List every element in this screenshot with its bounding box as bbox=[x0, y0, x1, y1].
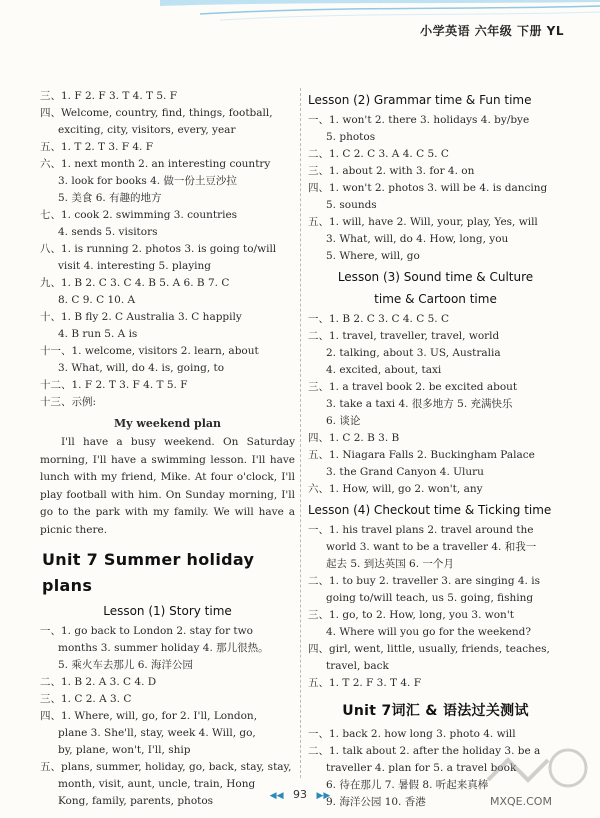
left-column bbox=[40, 88, 295, 810]
answer-line-continued: by, plane, won't, I'll, ship bbox=[58, 744, 191, 756]
answer-line: 四、girl, went, little, usually, friends, teaches, bbox=[308, 643, 550, 655]
answer-line-continued: 5. Where, will, go bbox=[326, 250, 420, 262]
lesson-heading: Lesson (4) Checkout time & Ticking time bbox=[308, 503, 552, 517]
answer-line: 一、1. B 2. C 3. C 4. C 5. C bbox=[308, 313, 449, 325]
answer-line: 三、1. about 2. with 3. for 4. on bbox=[308, 165, 475, 177]
essay-paragraph: I'll have a busy weekend. On Saturday morning, I'll have a swimming lesson. I'll have lunch with my friend, Mike. At four o'clock, I'll play football with him. On Sunday morning, I'll go to the park with my family. We will have a picnic there. bbox=[40, 436, 295, 536]
answer-line: 五、plans, summer, holiday, go, back, stay, stay, bbox=[40, 761, 292, 773]
answer-line: 七、1. cook 2. swimming 3. countries bbox=[40, 209, 238, 221]
answer-line-continued: 4. excited, about, taxi bbox=[326, 364, 442, 376]
answer-line-continued: going to/will teach, us 5. going, fishing bbox=[326, 592, 534, 604]
book-title: 小学英语 六年级 下册 YL bbox=[420, 24, 564, 38]
answer-line: 六、1. How, will, go 2. won't, any bbox=[308, 483, 483, 495]
answer-line-continued: 5. sounds bbox=[326, 199, 377, 211]
watermark-text: MXQE.COM bbox=[490, 795, 552, 808]
answer-line: 一、1. his travel plans 2. travel around the bbox=[308, 524, 534, 536]
answer-line: 四、1. C 2. B 3. B bbox=[308, 432, 400, 444]
answer-line: 二、1. travel, traveller, travel, world bbox=[308, 330, 500, 342]
answer-line: 十一、1. welcome, visitors 2. learn, about bbox=[40, 345, 259, 357]
answer-line-continued: 5. 乘火车去那儿 6. 海洋公园 bbox=[58, 659, 194, 671]
answer-line: 二、1. to buy 2. traveller 3. are singing 4. is bbox=[308, 575, 540, 587]
right-column bbox=[308, 88, 563, 811]
answer-line-continued: 5. photos bbox=[326, 131, 376, 143]
answer-line-continued: 4. Where will you go for the weekend? bbox=[326, 626, 532, 638]
answer-line-continued: 9. 海洋公园 10. 香港 bbox=[326, 796, 426, 808]
answer-line: 十、1. B fly 2. C Australia 3. C happily bbox=[40, 311, 242, 323]
answer-line-continued: months 3. summer holiday 4. 那儿很热。 bbox=[58, 642, 269, 654]
unit-test-title: Unit 7词汇 & 语法过关测试 bbox=[342, 703, 529, 719]
answer-line: 十二、1. F 2. T 3. F 4. T 5. F bbox=[40, 379, 188, 391]
answer-line-continued: traveller 4. plan for 5. a travel book bbox=[326, 762, 517, 774]
answer-line-continued: 起去 5. 到达英国 6. 一个月 bbox=[326, 558, 454, 570]
answer-line-continued: month, visit, aunt, uncle, train, Hong bbox=[58, 778, 256, 790]
page-number: 93 bbox=[293, 788, 307, 801]
lesson-heading: Lesson (2) Grammar time & Fun time bbox=[308, 93, 532, 107]
answer-line-continued: 8. C 9. C 10. A bbox=[58, 294, 136, 306]
answer-line-continued: Kong, family, parents, photos bbox=[58, 795, 214, 807]
answer-line: 五、1. T 2. F 3. T 4. F bbox=[308, 677, 422, 689]
answer-line: 二、1. B 2. A 3. C 4. D bbox=[40, 676, 157, 688]
answer-line: 四、1. Where, will, go, for 2. I'll, London, bbox=[40, 710, 258, 722]
answer-line-continued: 4. sends 5. visitors bbox=[58, 226, 158, 238]
answer-line-continued: 3. look for books 4. 做一份土豆沙拉 bbox=[58, 175, 237, 187]
essay-title: My weekend plan bbox=[114, 417, 221, 430]
answer-line: 八、1. is running 2. photos 3. is going to/will bbox=[40, 243, 277, 255]
answer-line: 五、1. will, have 2. Will, your, play, Yes, will bbox=[308, 216, 538, 228]
answer-line: 三、1. go, to 2. How, long, you 3. won't bbox=[308, 609, 514, 621]
answer-line-continued: 4. B run 5. A is bbox=[58, 328, 138, 340]
unit-title: Unit 7 Summer holiday plans bbox=[42, 550, 255, 595]
lesson-heading: time & Cartoon time bbox=[374, 292, 497, 306]
answer-line: 六、1. next month 2. an interesting country bbox=[40, 158, 271, 170]
answer-line: 三、1. F 2. F 3. T 4. T 5. F bbox=[40, 90, 177, 102]
answer-line-continued: 6. 谈论 bbox=[326, 415, 361, 427]
next-page-icon: ▶▶ bbox=[316, 791, 331, 801]
answer-line: 一、1. won't 2. there 3. holidays 4. by/bye bbox=[308, 114, 530, 126]
answer-line-continued: 3. What, will, do 4. How, long, you bbox=[326, 233, 509, 245]
answer-line-continued: exciting, city, visitors, every, year bbox=[58, 124, 236, 136]
answer-line: 二、1. talk about 2. after the holiday 3. be a bbox=[308, 745, 541, 757]
lesson-heading: Lesson (1) Story time bbox=[103, 604, 232, 618]
answer-line: 五、1. T 2. T 3. F 4. F bbox=[40, 141, 154, 153]
answer-line: 二、1. C 2. C 3. A 4. C 5. C bbox=[308, 148, 449, 160]
answer-line: 五、1. Niagara Falls 2. Buckingham Palace bbox=[308, 449, 535, 461]
answer-line: 四、1. won't 2. photos 3. will be 4. is dancing bbox=[308, 182, 548, 194]
answer-line-continued: 2. talking, about 3. US, Australia bbox=[326, 347, 501, 359]
answer-line: 三、1. a travel book 2. be excited about bbox=[308, 381, 518, 393]
answer-line-continued: 3. take a taxi 4. 很多地方 5. 充满快乐 bbox=[326, 398, 513, 410]
answer-line: 四、Welcome, country, find, things, football, bbox=[40, 107, 273, 119]
answer-line: 三、1. C 2. A 3. C bbox=[40, 693, 132, 705]
answer-line: 一、1. go back to London 2. stay for two bbox=[40, 625, 253, 637]
answer-line: 十三、示例: bbox=[40, 396, 97, 408]
column-divider bbox=[300, 88, 301, 778]
answer-line-continued: 5. 美食 6. 有趣的地方 bbox=[58, 192, 162, 204]
answer-line: 九、1. B 2. C 3. C 4. B 5. A 6. B 7. C bbox=[40, 277, 230, 289]
answer-line: 一、1. back 2. how long 3. photo 4. will bbox=[308, 728, 516, 740]
answer-line-continued: travel, back bbox=[326, 660, 389, 672]
answer-line-continued: 6. 待在那儿 7. 暑假 8. 听起来真棒 bbox=[326, 779, 489, 791]
answer-line-continued: 3. What, will, do 4. is, going, to bbox=[58, 362, 225, 374]
lesson-heading: Lesson (3) Sound time & Culture bbox=[337, 270, 534, 284]
answer-line-continued: world 3. want to be a traveller 4. 和我一 bbox=[326, 541, 537, 553]
prev-page-icon: ◀◀ bbox=[269, 791, 284, 801]
answer-line-continued: 3. the Grand Canyon 4. Uluru bbox=[326, 466, 484, 478]
answer-line-continued: plane 3. She'll, stay, week 4. Will, go, bbox=[58, 727, 256, 739]
answer-line-continued: visit 4. interesting 5. playing bbox=[58, 260, 211, 272]
header-band bbox=[0, 0, 600, 44]
